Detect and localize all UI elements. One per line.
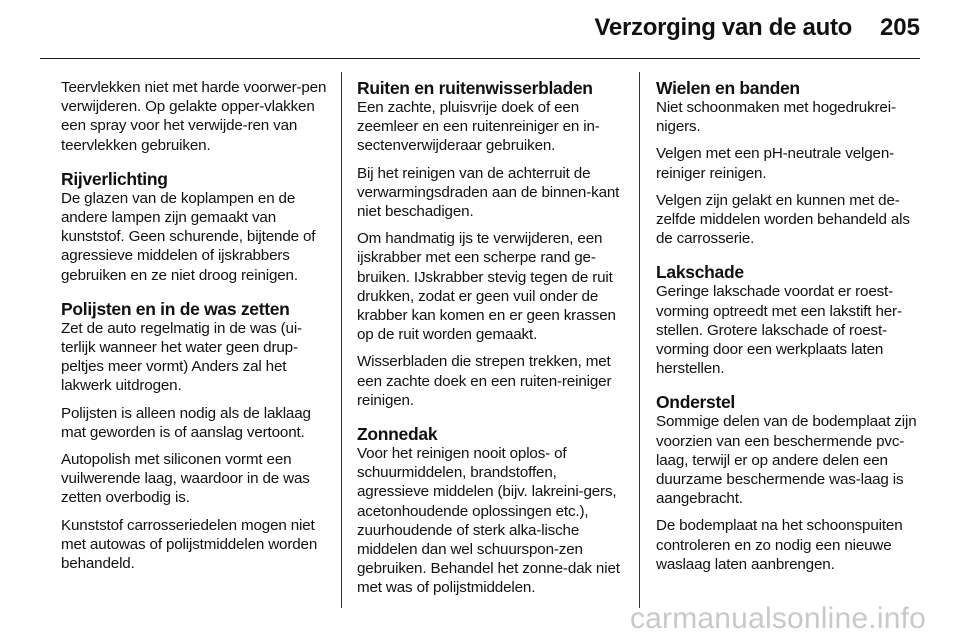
header-rule [40, 58, 920, 59]
paragraph: Autopolish met siliconen vormt een vuilwerende laag, waardoor in de was zetten overbodig is. [61, 451, 310, 507]
paragraph: Om handmatig ijs te verwijderen, een ijskrabber met een scherpe rand ge-bruiken. IJskrabber stevig tegen de ruit drukken, zodat er geen vuil onder de krabber kan komen en er geen krassen op de ruit worden gemaakt. [357, 230, 616, 344]
column-divider-2 [639, 72, 640, 608]
section-title: Verzorging van de auto [594, 14, 852, 41]
page-header [0, 0, 960, 58]
section-heading: Onderstel [656, 392, 735, 413]
paragraph: Bij het reinigen van de achterruit de verwarmingsdraden aan de binnen-kant niet beschadigen. [357, 164, 620, 221]
paragraph: Velgen met een pH-neutrale velgen-reiniger reinigen. [656, 145, 895, 182]
paragraph: De glazen van de koplampen en de andere lampen zijn gemaakt van kunststof. Geen schurende, bijtende of agressieve middelen of ijskrabbers gebruiken en ze niet droog reinigen. [61, 189, 316, 284]
paragraph: Geringe lakschade voordat er roest-vorming optreedt met een lakstift her-stellen. Grotere lakschade of roest-vorming door een werkplaats laten herstellen. [656, 283, 902, 378]
column-divider-1 [341, 72, 342, 608]
paragraph: Polijsten is alleen nodig als de laklaag mat geworden is of aanslag vertoont. [61, 404, 311, 441]
column-2 [357, 78, 625, 606]
section-heading: Ruiten en ruitenwisserbladen [357, 78, 593, 98]
paragraph: Zet de auto regelmatig in de was (ui-terlijk wanneer het water geen drup-peltjes meer vormt) Anders zal het lakwerk uitdrogen. [61, 319, 302, 395]
section-heading: Lakschade [656, 262, 744, 283]
paragraph: Kunststof carrosseriedelen mogen niet met autowas of polijstmiddelen worden behandeld. [61, 516, 318, 573]
paragraph: Niet schoonmaken met hogedrukrei-nigers. [656, 99, 896, 136]
paragraph: Velgen zijn gelakt en kunnen met de-zelfde middelen worden behandeld als de carrosserie. [656, 191, 910, 248]
section-heading: Wielen en banden [656, 78, 800, 98]
paragraph: Voor het reinigen nooit oplos- of schuurmiddelen, brandstoffen, agressieve middelen (bijv. lakreini-gers, acetonhoudende oplossingen etc.), zuurhoudende of sterk alka-lische middelen dan wel schuurspon-zen gebruiken. Behandel het zonne-dak niet met was of polijstmiddelen. [357, 445, 620, 597]
paragraph: Teervlekken niet met harde voorwer-pen verwijderen. Op gelakte opper-vlakken een spray voor het verwijde-ren van teervlekken gebruiken. [61, 79, 327, 154]
section-heading: Rijverlichting [61, 168, 168, 189]
paragraph: Een zachte, pluisvrije doek of een zeemleer en een ruitenreiniger en in-sectenverwijderaar gebruiken. [357, 99, 600, 155]
column-3 [656, 78, 928, 582]
paragraph: De bodemplaat na het schoonspuiten controleren en zo nodig een nieuwe waslaag laten aanbrengen. [656, 517, 903, 573]
watermark: carmanualsonline.info [629, 602, 926, 635]
section-heading: Zonnedak [357, 424, 438, 445]
page-number: 205 [879, 14, 920, 41]
column-1 [61, 78, 329, 581]
section-heading: Polijsten en in de was zetten [61, 298, 290, 319]
paragraph: Sommige delen van de bodemplaat zijn voorzien van een beschermende pvc-laag, terwijl er op andere delen een duurzame beschermende was-laag is aangebracht. [656, 413, 917, 508]
paragraph: Wisserbladen die strepen trekken, met een zachte doek en een ruiten-reiniger reinigen. [357, 353, 612, 409]
